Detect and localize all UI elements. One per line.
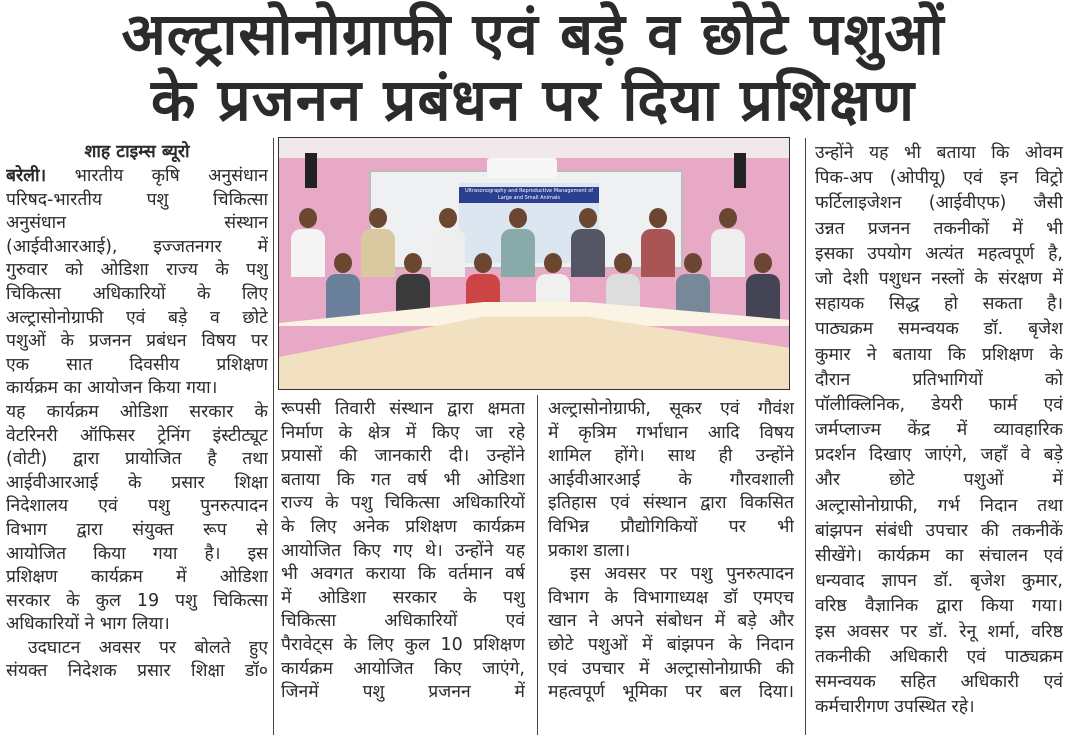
- text-line: अल्ट्रासोनोग्राफी, गर्भ निदान तथा: [815, 495, 1063, 516]
- text-line: पिक-अप (ओपीयू) एवं इन विट्रो: [815, 168, 1063, 189]
- text-line: अनुसंधान संस्थान: [6, 213, 268, 234]
- participant-figure: [746, 253, 780, 322]
- text-line: प्रकाश डाला।: [548, 540, 631, 561]
- paragraph: [6, 401, 268, 637]
- text-line: में ओडिशा सरकार के पशु: [281, 587, 525, 608]
- text-line: विभिन्न प्रौद्योगिकियों पर भी: [548, 516, 794, 537]
- text-line: विभाग द्वारा संयुक्त रूप से: [6, 519, 268, 540]
- text-line: फर्टिलाइजेशन (आईवीएफ) जैसी: [815, 193, 1063, 214]
- text-line: उदघाटन अवसर पर बोलते हुए: [28, 637, 268, 658]
- text-line: एक सात दिवसीय प्रशिक्षण: [6, 354, 268, 375]
- paragraph: [815, 141, 1063, 720]
- text-line: कार्यक्रम आयोजित किए जाएंगे,: [281, 658, 525, 679]
- text-line: गुरुवार को ओडिशा राज्य के पशु: [6, 260, 268, 281]
- text-line: अधिकारियों ने भाग लिया।: [6, 614, 170, 635]
- text-line: में कृत्रिम गर्भाधान आदि विषय: [548, 422, 794, 443]
- text-line: कुमार ने बताया कि प्रशिक्षण के: [815, 344, 1063, 365]
- article-column-2: [281, 398, 525, 705]
- text-line: आयोजित किया गया है। इस: [6, 543, 268, 564]
- text-line: प्रदर्शन दिखाए जाएंगे, जहाँ वे बड़े: [815, 445, 1063, 466]
- text-segment: भारतीय कृषि अनुसंधान: [46, 166, 268, 186]
- column-divider: [805, 138, 806, 735]
- text-line: इस अवसर पर डॉ. रेनू शर्मा, वरिष्ठ: [815, 621, 1063, 642]
- article-column-1: [6, 141, 268, 684]
- column-divider: [273, 138, 274, 735]
- text-line: इतिहास एवं संस्थान द्वारा विकसित: [548, 493, 794, 514]
- text-line: छोटे पशुओं में बांझपन के निदान: [548, 634, 794, 655]
- text-line: दौरान प्रतिभागियों को: [815, 369, 1063, 390]
- text-line: सरकार के कुल 19 पशु चिकित्सा: [6, 590, 268, 611]
- text-line: सहायक सिद्ध हो सकता है।: [815, 294, 1063, 315]
- text-line: रूपसी तिवारी संस्थान द्वारा क्षमता: [281, 399, 525, 419]
- paragraph: [548, 563, 794, 705]
- text-line: और छोटे पशुओं में: [815, 470, 1063, 491]
- paragraph: [6, 637, 268, 684]
- text-line: उन्नत प्रजनन तकनीकों में भी: [815, 218, 1063, 239]
- text-line: प्रशिक्षण कार्यक्रम में ओडिशा: [6, 567, 268, 588]
- participant-figure: [326, 253, 360, 322]
- participant-figure: [641, 208, 675, 277]
- text-line: (आईवीआरआई), इज्जतनगर में: [6, 236, 268, 257]
- speaker-left: [305, 153, 317, 188]
- text-line: धन्यवाद ज्ञापन डॉ. बृजेश कुमार,: [815, 571, 1063, 592]
- text-line: इस अवसर पर पशु पुनरुत्पादन: [570, 564, 794, 585]
- text-line: अल्ट्रासोनोग्राफी, सूकर एवं गौवंश: [548, 399, 794, 419]
- text-line: एवं उपचार में अल्ट्रासोनोग्राफी की: [548, 658, 794, 679]
- text-line: निदेशालय एवं पशु पुनरुत्पादन: [6, 496, 268, 517]
- text-line: जर्मप्लाज्म केंद्र में व्यावहारिक: [815, 420, 1063, 441]
- text-line: यह कार्यक्रम ओडिशा सरकार के: [6, 401, 268, 422]
- text-line: विभाग के विभागाध्यक्ष डॉ एमएच: [548, 587, 794, 608]
- text-line: समन्वयक सहित अधिकारी एवं: [815, 671, 1063, 692]
- participant-figure: [431, 208, 465, 277]
- text-line: पाठ्यक्रम समन्वयक डॉ. बृजेश: [815, 319, 1063, 340]
- participant-figure: [711, 208, 745, 277]
- article-column-4: [815, 141, 1063, 720]
- paragraph: [281, 398, 525, 705]
- text-line: जिनमें पशु प्रजनन में: [281, 682, 525, 703]
- ceiling: [279, 138, 789, 158]
- text-line: अल्ट्रासोनोग्राफी एवं बड़े व छोटे: [6, 307, 268, 328]
- text-line: [6, 165, 268, 189]
- headline-line-2: के प्रजनन प्रबंधन पर दिया प्रशिक्षण: [150, 66, 916, 134]
- text-line: पॉलीक्लिनिक, डेयरी फार्म एवं: [815, 394, 1063, 415]
- text-line: उन्होंने यह भी बताया कि ओवम: [815, 143, 1063, 163]
- text-line: (वोटी) द्वारा प्रायोजित है तथा: [6, 449, 268, 470]
- text-line: बताया कि गत वर्ष भी ओडिशा: [281, 469, 525, 490]
- participant-figure: [501, 208, 535, 277]
- text-line: खान ने अपने संबोधन में बड़े और: [548, 611, 794, 632]
- text-line: चिकित्सा अधिकारियों के लिए: [6, 283, 268, 304]
- participant-figure: [291, 208, 325, 277]
- text-line: सीखेंगे। कार्यक्रम का संचालन एवं: [815, 546, 1063, 566]
- participant-figure: [571, 208, 605, 277]
- text-line: के लिए अनेक प्रशिक्षण कार्यक्रम: [281, 516, 525, 537]
- text-line: भी अवगत कराया कि वर्तमान वर्ष: [281, 564, 525, 585]
- column-divider: [537, 395, 538, 735]
- news-photo: [278, 137, 790, 390]
- text-line: तकनीकी अधिकारी एवं पाठ्यक्रम: [815, 646, 1063, 667]
- text-line: वेटरिनरी ऑफिसर ट्रेनिंग इंस्टीट्यूट: [6, 425, 268, 446]
- text-line: वरिष्ठ वैज्ञानिक द्वारा किया गया।: [815, 596, 1063, 617]
- text-line: पशुओं के प्रजनन प्रबंधन विषय पर: [6, 331, 268, 352]
- text-line: प्रयासों की जानकारी दी। उन्होंने: [281, 446, 525, 467]
- text-line: आयोजित किए गए थे। उन्होंने यह: [281, 540, 525, 561]
- text-line: बांझपन संबंधी उपचार की तकनीकें: [815, 520, 1063, 541]
- text-line: कार्यक्रम का आयोजन किया गया।: [6, 378, 218, 399]
- headline-line-1: अल्ट्रासोनोग्राफी एवं बड़े व छोटे पशुओं: [121, 0, 945, 68]
- dateline: बरेली।: [6, 166, 47, 186]
- speaker-right: [734, 153, 746, 188]
- paragraph: [548, 398, 794, 563]
- text-line: चिकित्सा अधिकारियों एवं: [281, 611, 525, 632]
- text-line: परिषद-भारतीय पशु चिकित्सा: [6, 189, 268, 210]
- byline: शाह टाइम्स ब्यूरो: [84, 142, 190, 162]
- air-conditioner: [487, 158, 557, 178]
- text-line: पैरावेट्स के लिए कुल 10 प्रशिक्षण: [281, 634, 525, 655]
- text-line: संयक्त निदेशक प्रसार शिक्षा डॉ०: [6, 661, 268, 682]
- article-column-3: [548, 398, 794, 705]
- participant-figure: [361, 208, 395, 277]
- text-line: आईवीआरआई के गौरवशाली: [548, 469, 794, 490]
- text-line: महत्वपूर्ण भूमिका पर बल दिया।: [548, 682, 794, 703]
- text-line: कर्मचारीगण उपस्थित रहे।: [815, 697, 975, 718]
- text-line: निर्माण के क्षेत्र में किए जा रहे: [281, 422, 525, 443]
- text-line: राज्य के पशु चिकित्सा अधिकारियों: [281, 493, 525, 514]
- text-line: इसका उपयोग अत्यंत महत्वपूर्ण है,: [815, 243, 1063, 264]
- text-line: जो देशी पशुधन नस्लों के संरक्षण में: [815, 268, 1063, 289]
- paragraph: [6, 165, 268, 401]
- text-line: शामिल होंगे। साथ ही उन्होंने: [548, 446, 794, 467]
- text-line: आईवीआरआई के प्रसार शिक्षा: [6, 472, 268, 493]
- banner-title: Ultrasonography and Reproductive Management of Large and Small Animals: [459, 187, 599, 203]
